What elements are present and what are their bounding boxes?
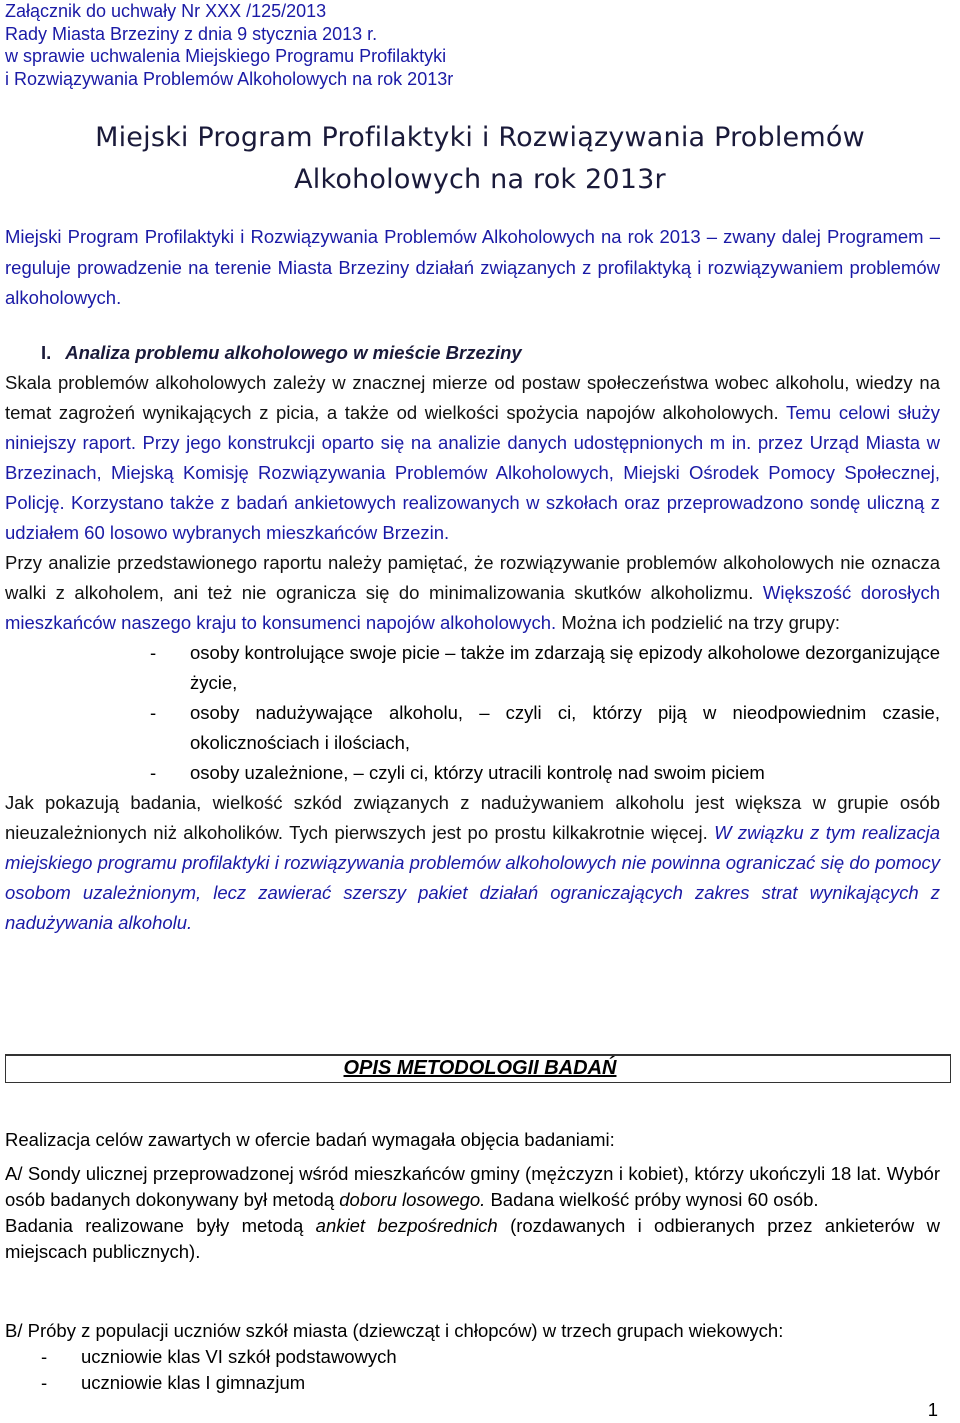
part-b-paragraph: B/ Próby z populacji uczniów szkół miasta (dziewcząt i chłopców) w trzech grupach wiekowych: [5,1320,784,1341]
section-number: I. [41,342,52,363]
title-line-1: Miejski Program Profilaktyki i Rozwiązywania Problemów [95,122,865,153]
attachment-header [5,0,453,90]
analysis-paragraph-1 [5,368,940,548]
part-a-paragraph-2: Badania realizowane były metodą ankiet bezpośrednich (rozdawanych i odbieranych przez ankieterów w miejscach publicznych). [5,1215,940,1262]
pupil-groups-list [5,1344,940,1396]
list-item: - uczniowie klas I gimnazjum [41,1372,306,1393]
part-a-paragraph: A/ Sondy ulicznej przeprowadzonej wśród mieszkańców gminy (mężczyzn i kobiet), którzy ukończyli 18 lat. Wybór osób badanych dokonywany był metodą doboru losowego. Badana wielkość próby wynosi 60 osób. [5,1163,940,1210]
page-number: 1 [927,1399,938,1420]
analysis-text-2c: Można ich podzielić na trzy grupy: [561,612,840,633]
header-line-3: w sprawie uchwalenia Miejskiego Programu Profilaktyki [5,46,447,66]
intro-paragraph: Miejski Program Profilaktyki i Rozwiązywania Problemów Alkoholowych na rok 2013 – zwany dalej Programem – reguluje prowadzenie na terenie Miasta Brzeziny działań związanych z profilaktyką i rozwiązywaniem problemów alkoholowych. [5,226,940,308]
methodology-part-b [5,1318,940,1396]
title-line-2: Alkoholowych na rok 2013r [294,164,666,195]
analysis-text-3a: Jak pokazują badania, wielkość szkód związanych z nadużywaniem alkoholu jest większa w grupie osób nieuzależnionych niż alkoholików. Tych pierwszych jest po prostu kilkakrotnie więcej. [5,792,940,843]
section-analysis [5,338,940,938]
list-item: - osoby kontrolujące swoje picie – także im zdarzają się epizody alkoholowe dezorganizujące życie, [150,642,940,693]
analysis-paragraph-2 [5,548,940,638]
methodology-intro: Realizacja celów zawartych w ofercie badań wymagała objęcia badaniami: [5,1128,615,1150]
header-line-1: Załącznik do uchwały Nr XXX /125/2013 [5,1,327,21]
analysis-text-2a: Przy analizie przedstawionego raportu należy pamiętać, że rozwiązywanie problemów alkoholowych nie oznacza walki z alkoholem, ani też nie ogranicza się do minimalizowania skutków alkoholizmu. [5,552,940,603]
methodology-title: OPIS METODOLOGII BADAŃ [343,1057,617,1079]
header-line-2: Rady Miasta Brzeziny z dnia 9 stycznia 2013 r. [5,23,378,44]
section-heading [5,338,940,368]
analysis-text-3b: W związku z tym realizacja miejskiego programu profilaktyki i rozwiązywania problemów alkoholowych nie powinna ograniczać się do pomocy osobom uzależnionym, lecz zawierać szerszy pakiet działań ograniczających zakres strat wynikających z nadużywania alkoholu. [5,822,941,933]
methodology-part-a [5,1161,940,1265]
drinker-groups-list [5,638,940,788]
document-title [0,117,960,201]
section-heading-text: Analiza problemu alkoholowego w mieście Brzeziny [65,342,522,363]
analysis-text-2b: Większość dorosłych mieszkańców naszego kraju to konsumenci napojów alkoholowych. [5,582,940,633]
list-item: - osoby uzależnione, – czyli ci, którzy utracili kontrolę nad swoim piciem [150,762,765,783]
analysis-paragraph-3 [5,788,940,938]
list-item: - osoby nadużywające alkoholu, – czyli ci, którzy piją w nieodpowiednim czasie, okolicznościach i ilościach, [150,702,940,753]
list-item: - uczniowie klas VI szkół podstawowych [41,1346,397,1367]
analysis-text-1b: Temu celowi służy niniejszy raport. Przy jego konstrukcji oparto się na analizie danych udostępnionych m in. przez Urząd Miasta w Brzezinach, Miejską Komisję Rozwiązywania Problemów Alkoholowych, Miejski Ośrodek Pomocy Społecznej, Policję. Korzystano także z badań ankietowych realizowanych w szkołach oraz przeprowadzono sondę uliczną z udziałem 60 losowo wybranych mieszkańców Brzezin. [5,402,940,543]
analysis-text-1a: Skala problemów alkoholowych zależy w znacznej mierze od postaw społeczeństwa wobec alkoholu, wiedzy na temat zagrożeń wynikających z picia, a także od wielkości spożycia napojów alkoholowych. [5,372,940,423]
header-line-4: i Rozwiązywania Problemów Alkoholowych na rok 2013r [5,68,454,89]
